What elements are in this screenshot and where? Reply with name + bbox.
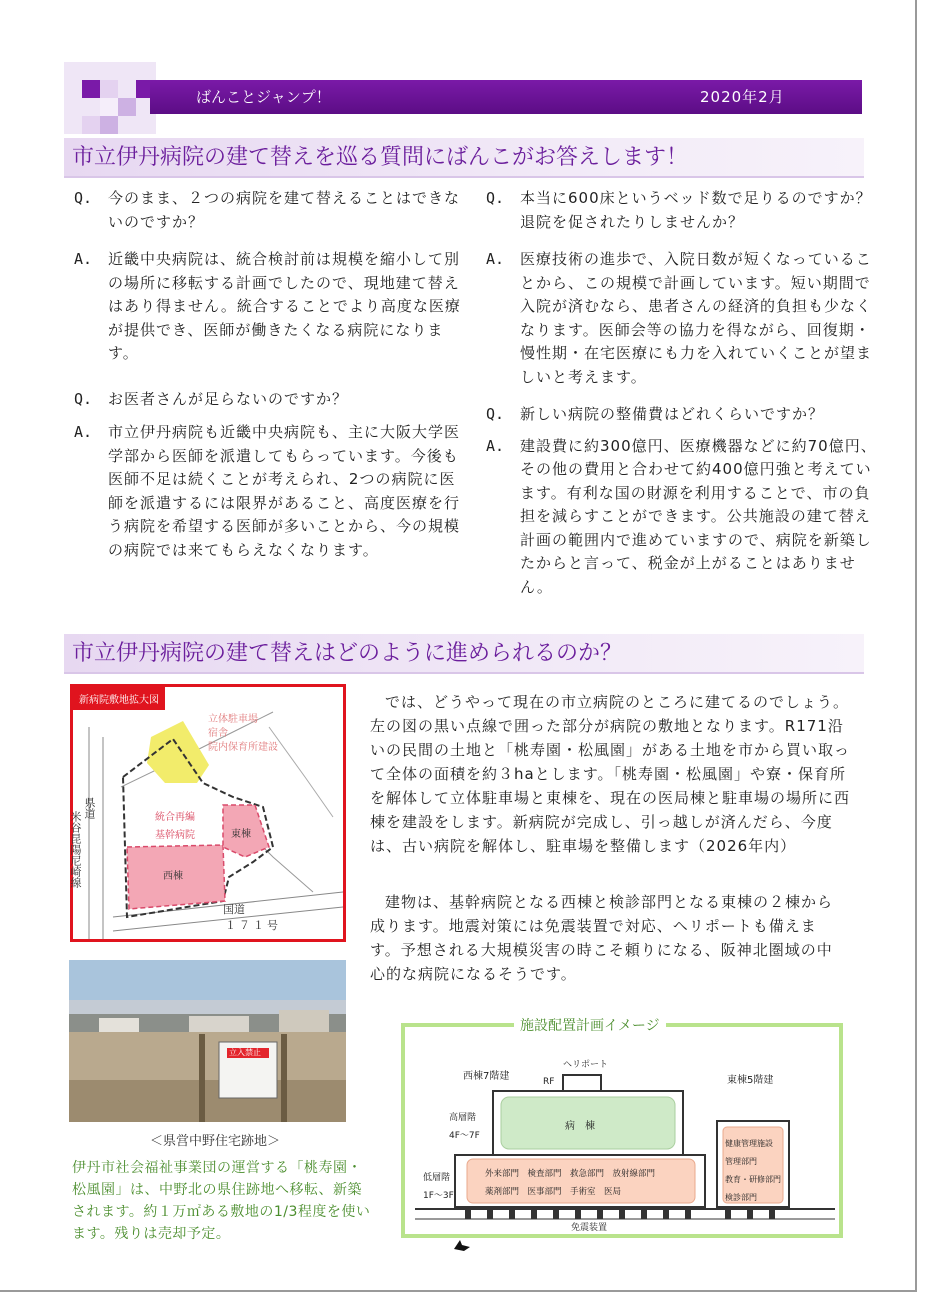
plan-dept-row-1: 外来部門 検査部門 救急部門 放射線部門	[485, 1169, 656, 1179]
map-tag: 新病院敷地拡大図	[73, 687, 165, 710]
answer: A. 建設費に約300億円、医療機器などに約70億円、その他の費用と合わせて約400億円強と考えています。有利な国の財源を利用することで、市の負担を減らすことができます。公共施設の建て替え計画の範囲内で進めていますので、病院を新築したからと言って、税金が上がることはありません。	[486, 436, 877, 596]
section2-paragraph-2	[370, 890, 840, 986]
plan-title: 施設配置計画イメージ	[514, 1015, 666, 1035]
answer: A. 市立伊丹病院も近畿中央病院も、主に大阪大学医学部から医師を派遣してもらっています。今後も医師不足は続くことが考えられ、2つの病院に医師を派遣するには限界があること、高度医療を行う病院を希望する医師が多いことから、今の規模の病院では来てもらえなくなります。	[74, 423, 461, 559]
site-photo	[69, 960, 346, 1122]
plan-dept-row-2: 薬剤部門 医事部門 手術室 医局	[485, 1187, 622, 1197]
plan-east-depts	[725, 1135, 781, 1207]
map-west-label: 西棟	[163, 871, 183, 882]
map-road-left	[81, 797, 97, 819]
map-center-label: 基幹病院	[155, 830, 195, 841]
plan-base-label: 免震装置	[571, 1223, 608, 1233]
question: Q. 今のまま、２つの病院を建て替えることはできないのですか？	[74, 189, 461, 231]
section2-paragraph-2-text: 建物は、基幹病院となる西棟と検診部門となる東棟の２棟から成ります。地震対策には免震装置で対応、ヘリポートも備えます。予想される大規模災害の時こそ頼りになる、阪神北圏域の中心的な病院になるそうです。	[370, 893, 834, 983]
site-photo-drawing	[69, 960, 346, 1122]
plan-east-dept: 健康管理施設	[725, 1139, 773, 1148]
plan-west-label: 西棟7階建	[463, 1071, 510, 1082]
question: Q. 新しい病院の整備費はどれくらいですか？	[486, 405, 825, 423]
qa-right-column	[486, 187, 878, 599]
question: Q. お医者さんが足らないのですか？	[74, 389, 349, 408]
plan-low-floor	[423, 1169, 454, 1205]
plan-heliport-label: ヘリポート	[563, 1060, 609, 1070]
issue-date: 2020年2月	[700, 88, 785, 106]
map-east-label: 東棟	[231, 829, 251, 840]
map-road-left-a: 県道	[83, 797, 96, 819]
answer: A. 医療技術の進歩で、入院日数が短くなっていることから、この規模で計画しています。短い期間で入院が済むなら、患者さんの経済的負担も少なくなります。医師会等の協力を得ながら、回復期・慢性期・在宅医療にも力を入れていくことが望ましいと考えます。	[486, 250, 873, 386]
plan-east-dept: 教育・研修部門	[725, 1175, 781, 1184]
plan-ward-label: 病 棟	[565, 1121, 595, 1132]
newsletter-title: ばんことジャンプ！	[196, 88, 331, 106]
plan-low-floor-label: 低層階	[423, 1173, 451, 1183]
map-yellow-label: 立体駐車場	[208, 714, 258, 725]
relocation-note: 伊丹市社会福祉事業団の運営する「桃寿園・松風園」は、中野北の県住跡地へ移転、新築されます。約１万㎡ある敷地の1/3程度を使います。残りは売却予定。	[72, 1160, 371, 1242]
answer: A. 近畿中央病院は、統合検討前は規模を縮小して別の場所に移転する計画でしたので、現地建て替えはあり得ません。統合することでより高度な医療が提供でき、医師が働きたくなる病院になります。	[74, 250, 461, 362]
plan-high-floor-range: 4F〜7F	[449, 1131, 480, 1141]
facility-plan	[401, 1023, 843, 1238]
section2-paragraph-1	[370, 690, 856, 858]
plan-rf-label: RF	[543, 1077, 555, 1087]
map-road-bottom-b: １７１号	[225, 919, 281, 932]
photo-sign-text: 立入禁止	[229, 1048, 261, 1057]
section2-title	[64, 634, 864, 674]
plan-high-floor-label: 高層階	[449, 1113, 477, 1123]
plan-low-floor-range: 1F〜3F	[423, 1191, 454, 1201]
photo-caption: ＜県営中野住宅跡地＞	[150, 1134, 281, 1149]
site-map	[70, 684, 346, 942]
map-road-bottom-a: 国道	[223, 903, 245, 916]
plan-east-label: 東棟5階建	[727, 1075, 774, 1086]
map-yellow-label: 宿舎	[208, 728, 228, 739]
header-decoration	[64, 62, 156, 134]
section1-title	[64, 138, 864, 178]
section2-title-text: 市立伊丹病院の建て替えはどのように進められるのか？	[72, 641, 623, 666]
section2-paragraph-1-text: では、どうやって現在の市立病院のところに建てるのでしょう。左の図の黒い点線で囲った部分が病院の敷地となります。R171沿いの民間の土地と「桃寿園・松風園」がある土地を市から買い取って全体の面積を約３haとします。「桃寿園・松風園」や寮・保育所を解体して立体駐車場と東棟を、現在の医局棟と駐車場の場所に西棟を建設をします。新病院が完成し、引っ越しが済んだら、今度は、古い病院を解体し、駐車場を整備します（2026年内）	[370, 693, 851, 855]
question: Q. 本当に600床というベッド数で足りるのですか？退院を促されたりしませんか？	[486, 189, 872, 231]
plan-east-dept: 検診部門	[725, 1193, 757, 1202]
map-yellow-label: 院内保育所建設	[208, 742, 278, 753]
map-road-left-b: 米谷昆陽尼崎線	[69, 811, 82, 888]
page-turn-icon	[452, 1237, 472, 1253]
qa-left-column	[74, 187, 464, 562]
map-center-label: 統合再編	[155, 812, 195, 823]
section1-title-text: 市立伊丹病院の建て替えを巡る質問にばんこがお答えします！	[72, 145, 689, 170]
plan-east-dept: 管理部門	[725, 1157, 757, 1166]
plan-high-floor	[449, 1109, 480, 1145]
